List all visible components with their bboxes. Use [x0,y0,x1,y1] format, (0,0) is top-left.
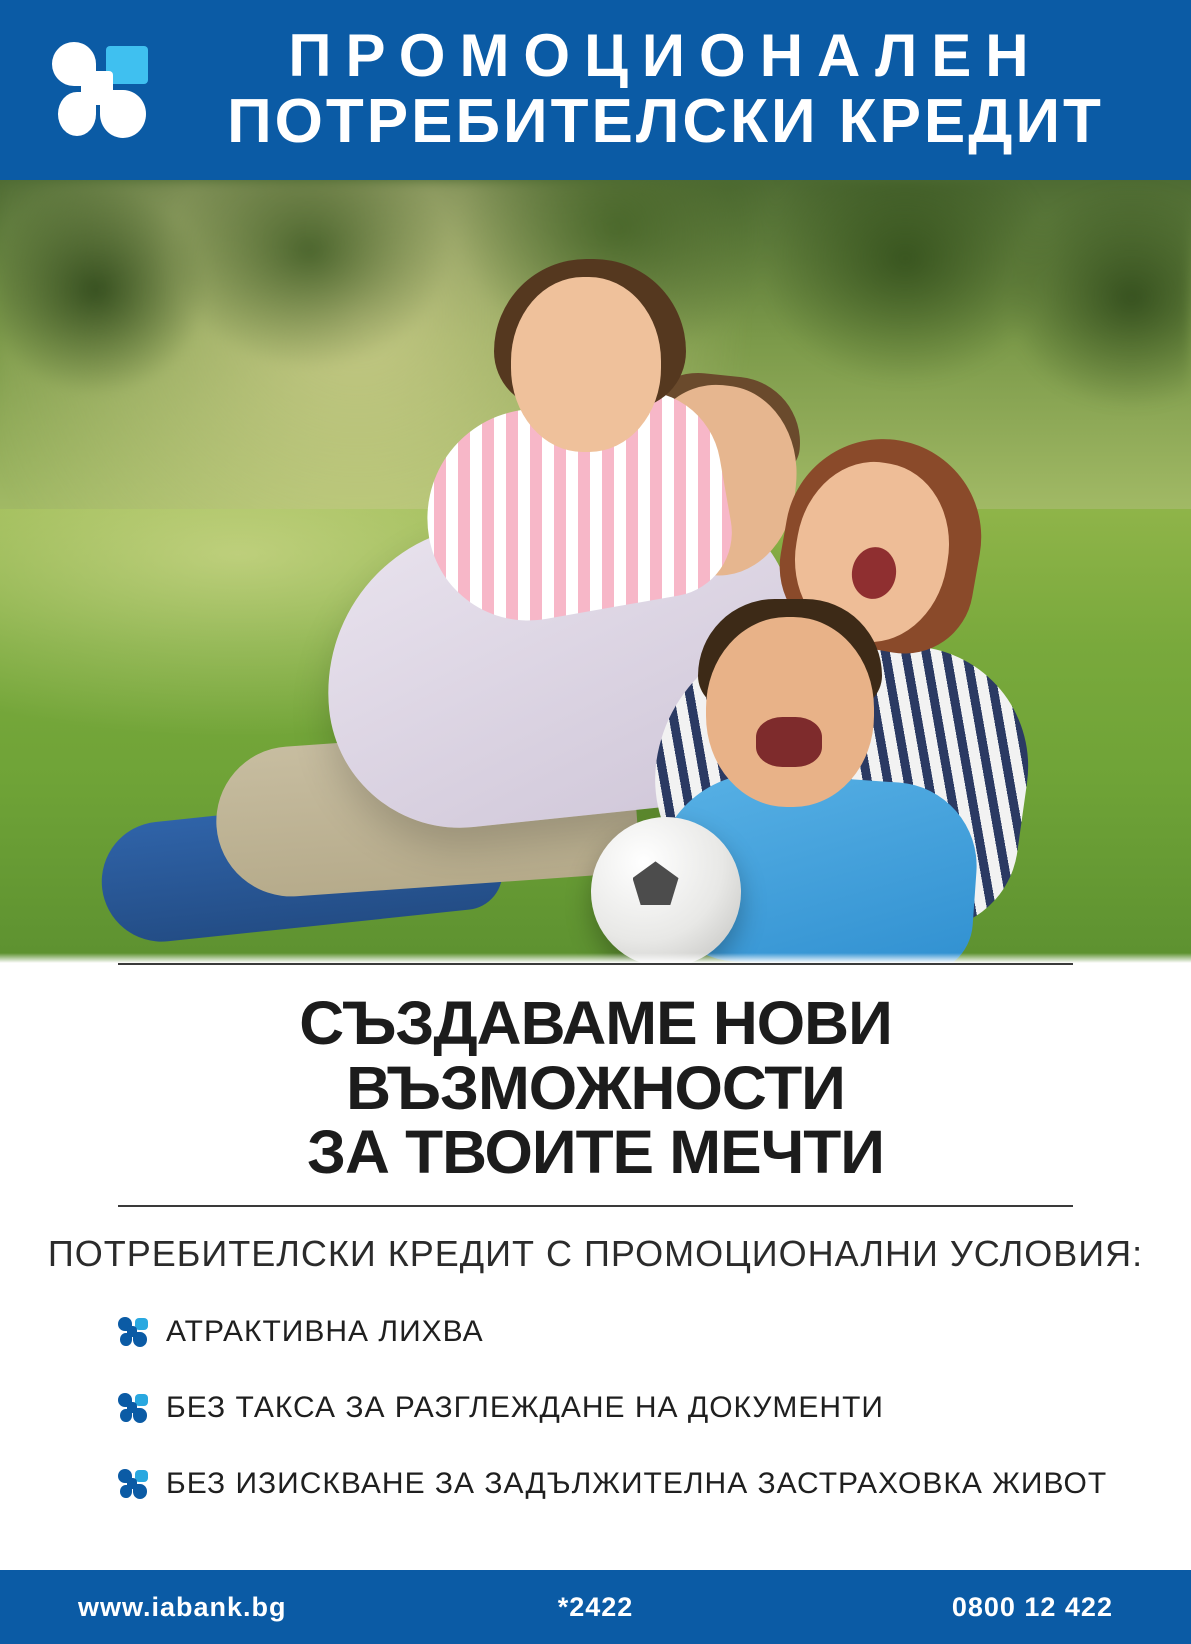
divider-bottom [118,1205,1073,1207]
benefit-label: БЕЗ ИЗИСКВАНЕ ЗА ЗАДЪЛЖИТЕЛНА ЗАСТРАХОВКА ЖИВОТ [166,1466,1108,1500]
list-item [118,1315,1191,1349]
hero-photo [0,180,1191,963]
hero-bottom-fade [0,953,1191,963]
iabank-logo-bullet-icon [118,1317,148,1347]
family-group [96,217,1096,947]
headline-line-1: СЪЗДАВАМЕ НОВИ ВЪЗМОЖНОСТИ [299,989,892,1122]
logo-mark-shape [118,1393,148,1423]
header-title-line1: ПРОМОЦИОНАЛЕН [288,22,1043,90]
logo-mark-shape [118,1469,148,1499]
iabank-logo-icon [52,42,148,138]
poster-header [0,0,1191,180]
boy-mouth [756,717,822,767]
subheading: ПОТРЕБИТЕЛСКИ КРЕДИТ С ПРОМОЦИОНАЛНИ УСЛОВИЯ: [47,1232,1144,1274]
short-number[interactable]: *2422 [557,1591,634,1622]
benefit-label: АТРАКТИВНА ЛИХВА [166,1314,484,1348]
brand-logo [0,0,200,180]
benefits-list [118,1315,1191,1501]
list-item [118,1391,1191,1425]
page-title [100,991,1090,1185]
logo-mark-shape [118,1317,148,1347]
boy-head [706,617,874,807]
header-title-block [200,22,1191,157]
poster-footer [0,1570,1191,1644]
headline-line-2: ЗА ТВОИТЕ МЕЧТИ [306,1118,884,1187]
iabank-logo-bullet-icon [118,1469,148,1499]
poster-body [0,963,1191,1523]
website-link[interactable]: www.iabank.bg [78,1591,287,1622]
soccer-ball [591,817,741,963]
header-title-line2: ПОТРЕБИТЕЛСКИ КРЕДИТ [227,87,1104,157]
list-item [118,1467,1191,1501]
logo-mark-shape [52,42,148,138]
phone-number[interactable]: 0800 12 422 [951,1591,1113,1622]
benefit-label: БЕЗ ТАКСА ЗА РАЗГЛЕЖДАНЕ НА ДОКУМЕНТИ [166,1390,884,1424]
girl-head [511,277,661,452]
iabank-logo-bullet-icon [118,1393,148,1423]
divider-top [118,963,1073,965]
